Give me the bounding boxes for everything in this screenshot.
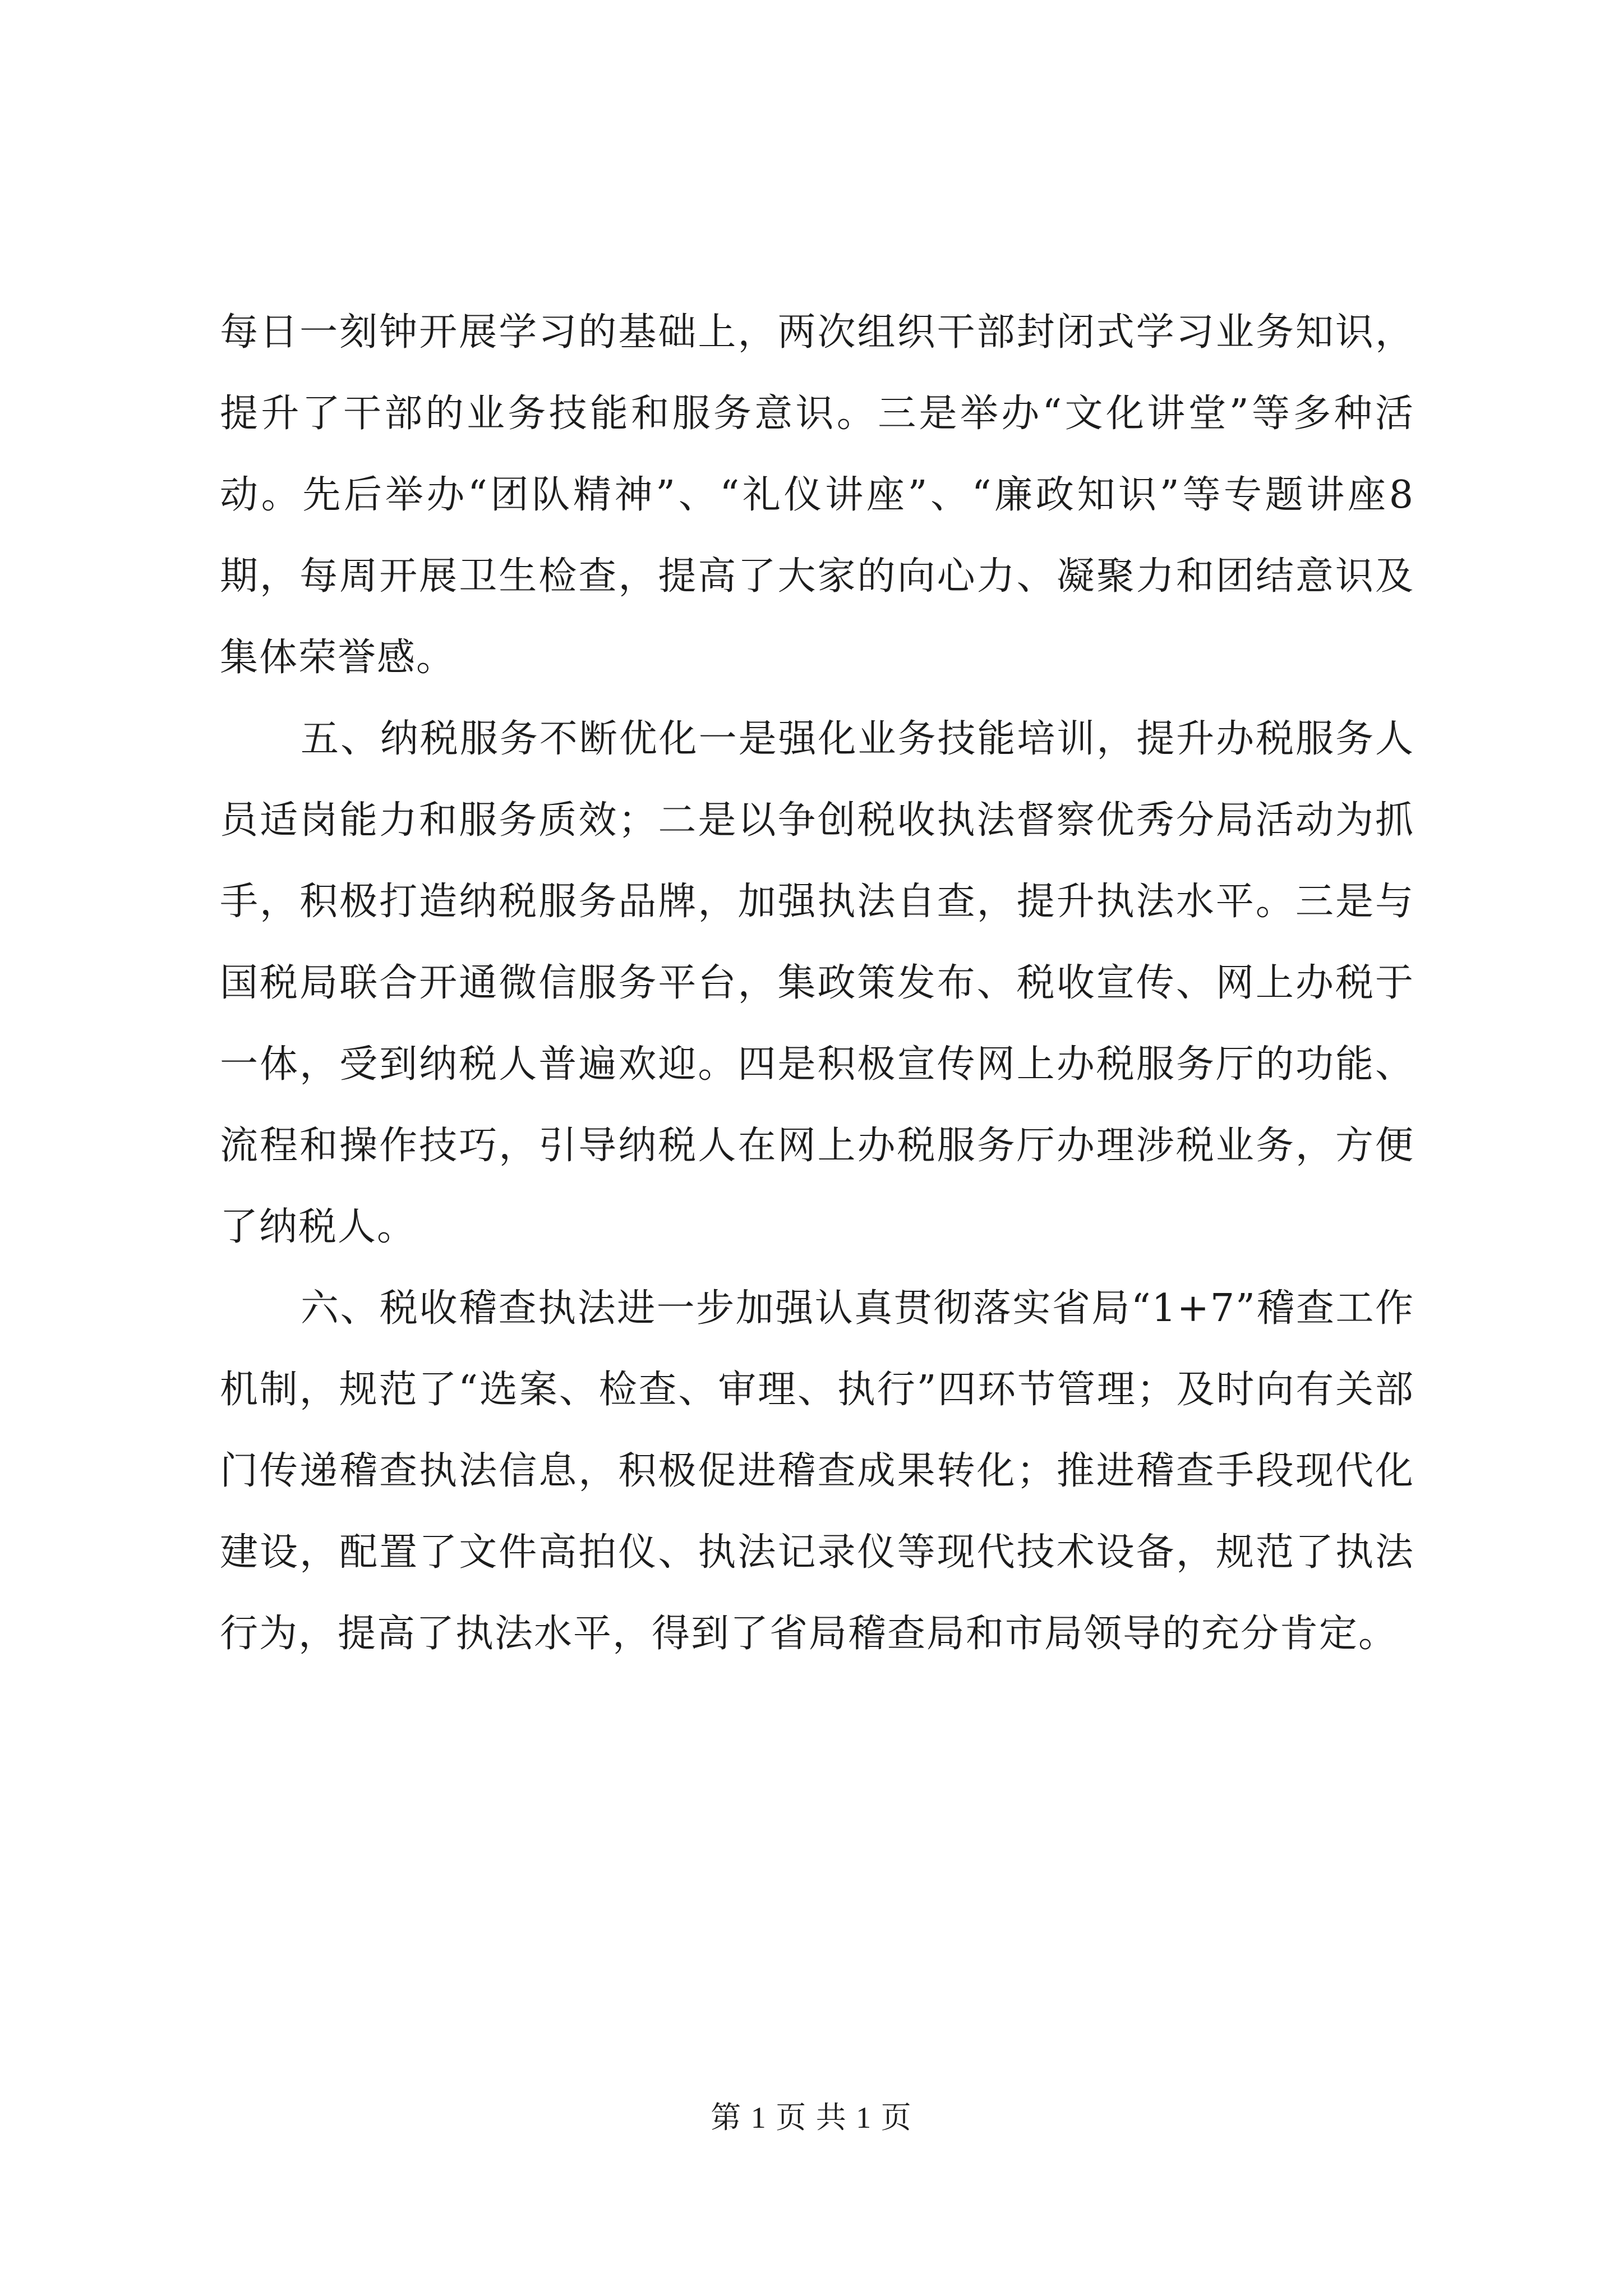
paragraph-continuation: 每日一刻钟开展学习的基础上，两次组织干部封闭式学习业务知识，提升了干部的业务技能和服务意识。三是举办“文化讲堂”等多种活动。先后举办“团队精神”、“礼仪讲座”、“廉政知识”等专题讲座8期，每周开展卫生检查，提高了大家的向心力、凝聚力和团结意识及集体荣誉感。 xyxy=(220,310,1414,680)
paragraph-tax-service: 五、纳税服务不断优化一是强化业务技能培训，提升办税服务人员适岗能力和服务质效；二是以争创税收执法督察优秀分局活动为抓手，积极打造纳税服务品牌，加强执法自查，提升执法水平。三是与国税局联合开通微信服务平台，集政策发布、税收宣传、网上办税于一体，受到纳税人普遍欢迎。四是积极宣传网上办税服务厅的功能、流程和操作技巧，引导纳税人在网上办税服务厅办理涉税业务，方便了纳税人。 xyxy=(220,717,1414,1249)
paragraph-tax-inspection: 六、税收稽查执法进一步加强认真贯彻落实省局“1+7”稽查工作机制，规范了“选案、检查、审理、执行”四环节管理；及时向有关部门传递稽查执法信息，积极促进稽查成果转化；推进稽查手段现代化建设，配置了文件高拍仪、执法记录仪等现代技术设备，规范了执法行为，提高了执法水平，得到了省局稽查局和市局领导的充分肯定。 xyxy=(220,1286,1414,1656)
document-body xyxy=(220,292,1414,1674)
page-number-footer: 第 1 页 共 1 页 xyxy=(711,2101,912,2134)
